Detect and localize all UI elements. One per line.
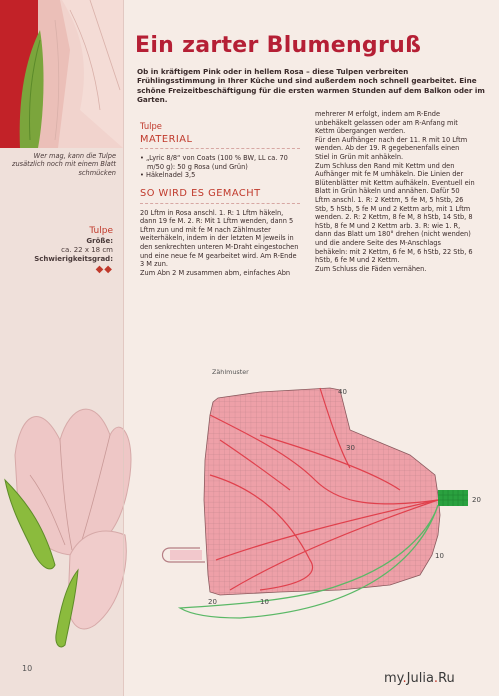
row-label: 40 xyxy=(338,388,347,396)
project-info xyxy=(3,226,113,275)
col-label: 20 xyxy=(208,598,217,606)
size-value: ca. 22 x 18 cm xyxy=(61,246,113,254)
page-number: 10 xyxy=(22,664,33,673)
brand-watermark: my.Julia.Ru xyxy=(384,671,455,686)
row-label: 10 xyxy=(435,552,444,560)
instructions-column-right xyxy=(315,110,475,273)
tulip-photo-top xyxy=(0,0,123,148)
method-divider xyxy=(140,203,300,204)
material-list xyxy=(140,154,300,180)
method-text: 20 Lftm in Rosa anschl. 1. R: 1 Lftm häkeln, dann 19 fe M. 2. R: Mit 1 Lftm wenden, dann 5 Lftm zun und mit fe M nach Zählmuster weiterhäkeln, indem in der letzten M jeweils in den senkrechten unteren M-Draht eingestochen und eine neue fe M gearbeitet wird. Am R-Ende 3 M zun. Zum Abn 2 M zusammen abm, einfaches Abn xyxy=(140,208,299,277)
difficulty-label: Schwierigkeitsgrad: xyxy=(34,255,113,263)
chart-label: Zählmuster xyxy=(212,368,249,376)
tulip-photo-bottom xyxy=(0,395,140,655)
method-heading: SO WIRD ES GEMACHT xyxy=(140,187,261,199)
material-item: • Häkelnadel 3,5 xyxy=(140,171,196,180)
difficulty-diamonds: ◆◆ xyxy=(95,264,113,275)
col-label: 10 xyxy=(260,598,269,606)
hanger-loop xyxy=(163,548,206,562)
sidebar xyxy=(0,0,123,696)
pattern-subtitle: Tulpe xyxy=(140,121,162,131)
row-label: 20 xyxy=(472,496,481,504)
instructions-column-left xyxy=(140,122,300,277)
stitch-chart xyxy=(150,380,485,654)
project-title: Tulpe xyxy=(89,226,113,236)
tulip-photo-illustration xyxy=(0,0,123,148)
sidebar-divider xyxy=(123,0,124,696)
instructions-continued: mehrerer M erfolgt, indem am R-Ende unbehäkelt gelassen oder am R-Anfang mit Kettm übergangen werden. Für den Aufhänger nach der 11. R mit 10 Lftm wenden. Ab der 19. R gegebenenfalls einen Stiel in Grün mit anhäkeln. Zum Schluss den Rand mit Kettm und den Aufhänger mit fe M umhäkeln. Die Linien der Blütenblätter mit Kettm aufhäkeln. Eventuell ein Blatt in Grün häkeln und annähen. Dafür 50 Lftm anschl. 1. R: 2 Kettm, 5 fe M, 5 hStb, 26 Stb, 5 hStb, 5 fe M und 2 Kettm arb, mit 1 Lftm wenden. 2. R: 2 Kettm, 8 fe M, 8 hStb, 14 Stb, 8 hStb, 8 fe M und 2 Kettm arb. 3. R: wie 1. R, dann das Blatt um 180° drehen (nicht wenden) und die andere Seite des M-Anschlags behäkeln: mit 2 Kettm, 6 fe M, 6 hStb, 22 Stb, 6 hStb, 6 fe M und 2 Kettm. Zum Schluss die Fäden vernähen. xyxy=(315,110,475,273)
material-divider xyxy=(140,148,300,149)
intro-text: Ob in kräftigem Pink oder in hellem Rosa – diese Tulpen verbreiten Frühlingsstimmung in Ihrer Küche und sind außerdem noch schnell gearbeitet. Eine schöne Freizeitbeschäftigung für die ersten warmen Stunden auf dem Balkon oder im Garten. xyxy=(137,67,485,105)
photo-caption: Wer mag, kann die Tulpe zusätzlich noch mit einem Blatt schmücken xyxy=(12,152,116,177)
size-label: Größe: xyxy=(86,237,113,245)
material-item: • „Lyric 8/8“ von Coats (100 % BW, LL ca. 70 m/50 g): 50 g Rosa (und Grün) xyxy=(140,154,288,171)
crocheted-tulip-illustration xyxy=(0,395,140,655)
stem-block xyxy=(438,490,468,506)
page-title: Ein zarter Blumengruß xyxy=(135,33,422,58)
row-label: 30 xyxy=(346,444,355,452)
stitch-chart-svg xyxy=(150,380,485,650)
material-heading: MATERIAL xyxy=(140,133,193,145)
